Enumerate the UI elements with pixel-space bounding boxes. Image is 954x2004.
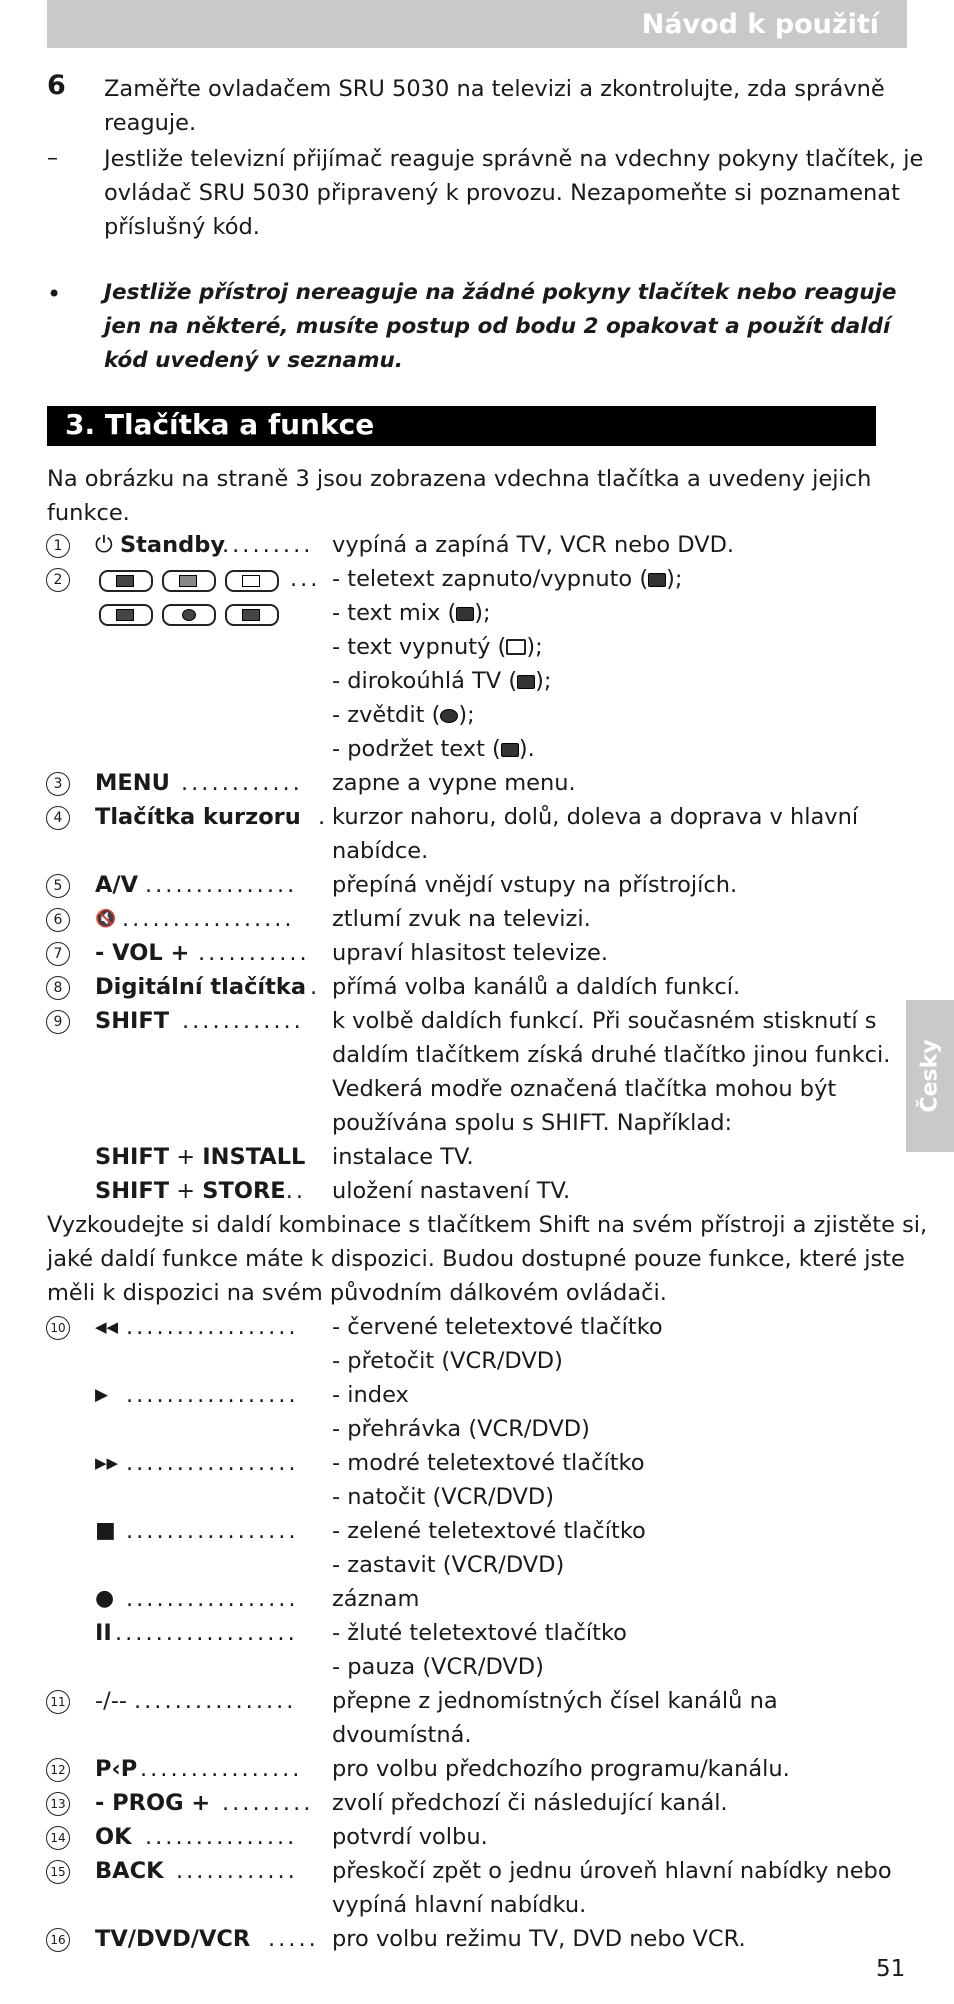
item-desc: dvoumístná.: [332, 1722, 472, 1748]
stop-icon: ■: [95, 1518, 116, 1543]
item-desc: - text mix ( );: [332, 600, 491, 626]
dash-line1: Jestliže televizní přijímač reaguje správně na vdechny pokyny tlačítek, je: [104, 146, 924, 172]
leader-dots: ...............: [145, 872, 298, 898]
item-desc: záznam: [332, 1586, 420, 1612]
shift-example: SHIFT + STORE..: [95, 1178, 306, 1204]
item-desc: používána spolu s SHIFT. Například:: [332, 1110, 733, 1136]
language-tab: [906, 1000, 954, 1152]
bullet-line3: kód uvedený v seznamu.: [104, 348, 403, 373]
shift-note-line1: Vyzkoudejte si daldí kombinace s tlačítkem Shift na svém přístroji a zjistěte si,: [47, 1212, 928, 1238]
text-mix-icon: [456, 607, 474, 621]
item-label: OK: [95, 1824, 132, 1850]
item-desc: - přehrávka (VCR/DVD): [332, 1416, 590, 1442]
item-desc: zvolí předchozí či následující kanál.: [332, 1790, 728, 1816]
item-desc: - teletext zapnuto/vypnuto ( );: [332, 566, 683, 592]
item-number: 14: [46, 1826, 70, 1850]
leader-dots: ................: [140, 1756, 303, 1782]
item-desc: vypíná hlavní nabídku.: [332, 1892, 587, 1918]
leader-dots: .................: [126, 1450, 299, 1476]
text-off-icon: [225, 570, 279, 592]
rewind-icon: ◀◀: [95, 1318, 119, 1336]
item-number: 3: [46, 772, 70, 796]
leader-dots: .................: [126, 1586, 299, 1612]
item-label: -/--: [95, 1688, 127, 1714]
item-desc: vypíná a zapíná TV, VCR nebo DVD.: [332, 532, 735, 558]
leader-dots: ...........: [198, 940, 310, 966]
fast-forward-icon: ▶▶: [95, 1454, 119, 1472]
item-desc: pro volbu předchozího programu/kanálu.: [332, 1756, 790, 1782]
leader-dots: ................: [134, 1688, 297, 1714]
leader-dots: ..................: [115, 1620, 298, 1646]
item-label: A/V: [95, 872, 139, 898]
leader-dots: .................: [126, 1518, 299, 1544]
mute-icon: 🔇: [95, 909, 117, 929]
item-desc: - přetočit (VCR/DVD): [332, 1348, 563, 1374]
leader-dots: ...............: [145, 1824, 298, 1850]
item-desc: Vedkerá modře označená tlačítka mohou být: [332, 1076, 837, 1102]
hold-text-icon: [225, 604, 279, 626]
leader-dots: .................: [126, 1382, 299, 1408]
item-label: Digitální tlačítka: [95, 974, 307, 1000]
item-desc: potvrdí volbu.: [332, 1824, 488, 1850]
leader-dots: .: [318, 804, 329, 830]
item-number: 5: [46, 874, 70, 898]
item-desc: kurzor nahoru, dolů, doleva a doprava v hlavní: [332, 804, 859, 830]
power-icon: ⏻: [95, 532, 113, 558]
dash-line3: příslušný kód.: [104, 214, 260, 240]
item-label: Tlačítka kurzoru: [95, 804, 301, 830]
item-label: TV/DVD/VCR: [95, 1926, 251, 1952]
dash-symbol: –: [47, 146, 58, 171]
bullet-line2: jen na některé, musíte postup od bodu 2 opakovat a použít daldí: [104, 314, 891, 339]
shift-note-line2: jaké daldí funkce máte k dispozici. Budou dostupné pouze funkce, které jste: [47, 1246, 905, 1272]
item-desc: uložení nastavení TV.: [332, 1178, 571, 1204]
item-desc: - index: [332, 1382, 409, 1408]
item-desc: - podržet text ( ).: [332, 736, 535, 762]
item-desc: - zastavit (VCR/DVD): [332, 1552, 565, 1578]
item-desc: přímá volba kanálů a daldích funkcí.: [332, 974, 741, 1000]
leader-dots: .........: [222, 532, 314, 558]
leader-dots: ...: [290, 566, 321, 592]
item-desc: ztlumí zvuk na televizi.: [332, 906, 591, 932]
item-label: P‹P: [95, 1756, 138, 1782]
item-desc: - text vypnutý ( );: [332, 634, 543, 660]
shift-note-line3: měli k dispozici na svém původním dálkovém ovládači.: [47, 1280, 667, 1306]
dash-line2: ovládač SRU 5030 připravený k provozu. Nezapomeňte si poznamenat: [104, 180, 900, 206]
leader-dots: .: [310, 974, 321, 1000]
section-heading: [47, 406, 876, 446]
teletext-icon: [99, 570, 153, 592]
enlarge-icon: [440, 709, 458, 723]
item-desc: - červené teletextové tlačítko: [332, 1314, 663, 1340]
record-icon: ●: [95, 1586, 115, 1611]
item-label: BACK: [95, 1858, 164, 1884]
item-desc: - pauza (VCR/DVD): [332, 1654, 544, 1680]
item-desc: přeskočí zpět o jednu úroveň hlavní nabídky nebo: [332, 1858, 892, 1884]
item-desc: pro volbu režimu TV, DVD nebo VCR.: [332, 1926, 746, 1952]
item-desc: přepíná vnějdí vstupy na přístrojích.: [332, 872, 738, 898]
item-desc: - modré teletextové tlačítko: [332, 1450, 645, 1476]
item-number: 8: [46, 976, 70, 1000]
item-number: 11: [46, 1690, 70, 1714]
header-title: Návod k použití: [641, 9, 879, 40]
item-desc: přepne z jednomístných čísel kanálů na: [332, 1688, 778, 1714]
leader-dots: .................: [126, 1314, 299, 1340]
item-desc: - natočit (VCR/DVD): [332, 1484, 555, 1510]
item-label: - PROG +: [95, 1790, 211, 1816]
item-number: 9: [46, 1010, 70, 1034]
item-number: 4: [46, 806, 70, 830]
header-bar: [47, 0, 907, 48]
page-number: 51: [876, 1956, 906, 1982]
item-desc: instalace TV.: [332, 1144, 474, 1170]
enlarge-icon: [162, 604, 216, 626]
step-number: 6: [47, 70, 66, 101]
step6-line1: Zaměřte ovladačem SRU 5030 na televizi a zkontrolujte, zda správně: [104, 76, 885, 102]
leader-dots: .....: [268, 1926, 319, 1952]
item-desc: - dirokoúhlá TV ( );: [332, 668, 552, 694]
item-desc: nabídce.: [332, 838, 429, 864]
bullet-symbol: •: [47, 280, 62, 308]
item-number: 1: [46, 534, 70, 558]
step6-line2: reaguje.: [104, 110, 197, 136]
leader-dots: .........: [222, 1790, 314, 1816]
hold-text-icon: [501, 743, 519, 757]
item-number: 16: [46, 1928, 70, 1952]
pause-icon: II: [95, 1620, 112, 1646]
item-desc: - žluté teletextové tlačítko: [332, 1620, 627, 1646]
item-number: 12: [46, 1758, 70, 1782]
leader-dots: .................: [122, 906, 295, 932]
standby-label: ⏻ Standby: [95, 532, 226, 558]
text-off-icon: [506, 639, 526, 655]
item-number: 10: [46, 1316, 70, 1340]
item-label: - VOL +: [95, 940, 190, 966]
item-label: MENU: [95, 770, 170, 796]
play-icon: ▶: [95, 1385, 109, 1405]
item-number: 13: [46, 1792, 70, 1816]
leader-dots: ............: [181, 770, 303, 796]
item-number: 6: [46, 908, 70, 932]
item-label: SHIFT: [95, 1008, 170, 1034]
teletext-icon: [648, 573, 666, 587]
shift-example: SHIFT + INSTALL: [95, 1144, 306, 1170]
widescreen-icon: [517, 675, 535, 689]
language-tab-label: Česky: [917, 1039, 943, 1113]
item-number: 2: [46, 568, 70, 592]
leader-dots: ............: [176, 1858, 298, 1884]
item-desc: upraví hlasitost televize.: [332, 940, 608, 966]
intro-line2: funkce.: [47, 500, 130, 526]
section-title: 3. Tlačítka a funkce: [65, 408, 375, 441]
item-number: 7: [46, 942, 70, 966]
intro-line1: Na obrázku na straně 3 jsou zobrazena vdechna tlačítka a uvedeny jejich: [47, 466, 872, 492]
leader-dots: ............: [182, 1008, 304, 1034]
widescreen-icon: [99, 604, 153, 626]
item-desc: daldím tlačítkem získá druhé tlačítko jinou funkci.: [332, 1042, 891, 1068]
text-mix-icon: [162, 570, 216, 592]
item-desc: zapne a vypne menu.: [332, 770, 576, 796]
bullet-line1: Jestliže přístroj nereaguje na žádné pokyny tlačítek nebo reaguje: [104, 280, 897, 305]
item-number: 15: [46, 1860, 70, 1884]
item-desc: - zvětdit ( );: [332, 702, 475, 728]
item-desc: k volbě daldích funkcí. Při současném stisknutí s: [332, 1008, 877, 1034]
item-desc: - zelené teletextové tlačítko: [332, 1518, 646, 1544]
